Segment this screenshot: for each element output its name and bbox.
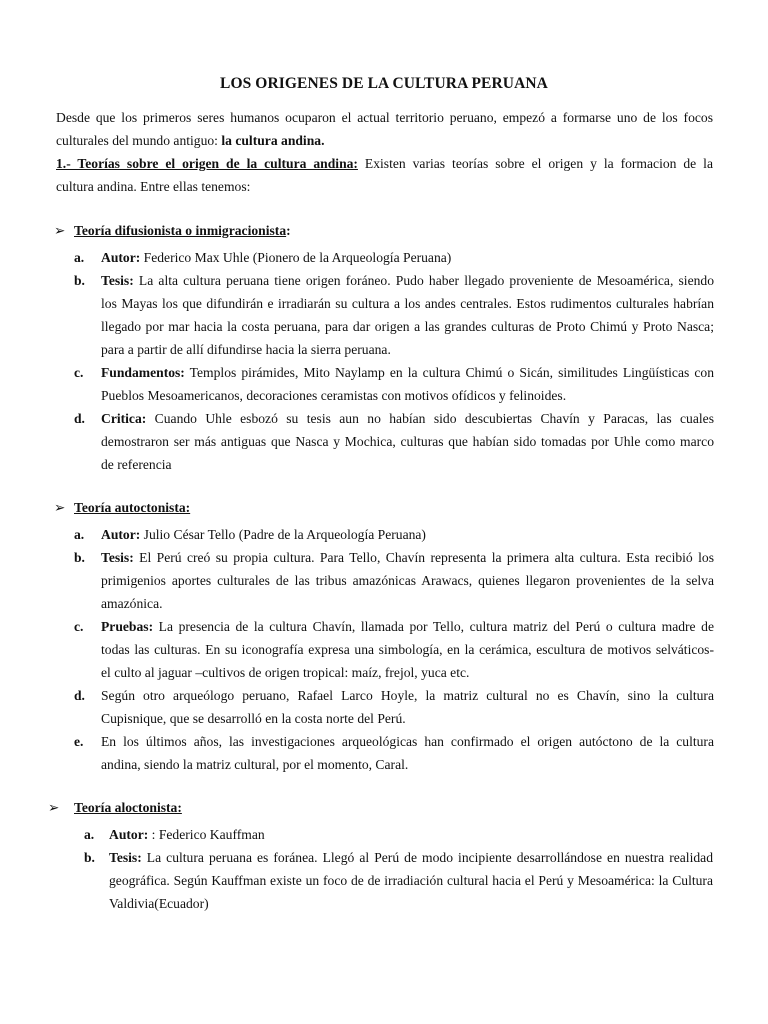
list-item-text — [101, 730, 714, 776]
arrow-bullet-icon: ➢ — [54, 223, 66, 238]
list-item-line: Tesis: La cultura peruana es foránea. Llegó al Perú de modo incipiente desarrollándose en nuestra realidad — [109, 850, 713, 865]
list-item-text — [109, 846, 713, 915]
list-item-line: Autor: : Federico Kauffman — [109, 827, 265, 842]
arrow-bullet-icon: ➢ — [48, 800, 60, 815]
list-item-line: demostraron ser más antiguas que Nasca y Mochica, culturas que habían sido tomadas por Uhle como marco — [101, 434, 714, 449]
intro-paragraph — [56, 106, 713, 152]
list-item-marker: c. — [74, 619, 84, 634]
list-item-line: para a partir de allí difundirse hacia la sierra peruana. — [101, 342, 391, 357]
list-item-marker: a. — [74, 527, 85, 542]
list-item-line: Autor: Julio César Tello (Padre de la Arqueología Peruana) — [101, 527, 426, 542]
list-item-key: Tesis: — [101, 550, 134, 565]
intro-line-2: culturales del mundo antiguo: la cultura andina. — [56, 133, 325, 148]
list-item-key: Autor: — [109, 827, 149, 842]
list-item-marker: a. — [84, 827, 95, 842]
list-item-line: llegado por mar hacia la costa peruana, para dar origen a las grandes culturas de Proto Chimú y Proto Nasca; — [101, 319, 714, 334]
list-item-key: Critica: — [101, 411, 147, 426]
list-item-line: Pruebas: La presencia de la cultura Chavín, llamada por Tello, cultura matriz del Perú o cultura madre de — [101, 619, 714, 634]
intro-bold-term: la cultura andina. — [221, 133, 325, 148]
list-item-line: Tesis: El Perú creó su propia cultura. Para Tello, Chavín representa la primera alta cultura. Esta recibió los — [101, 550, 714, 565]
heading-1-paragraph — [56, 152, 713, 198]
list-item-text — [101, 684, 714, 730]
list-item-marker: d. — [74, 411, 85, 426]
intro-line-1: Desde que los primeros seres humanos ocuparon el actual territorio peruano, empezó a formarse uno de los focos — [56, 110, 713, 125]
list-item-key: Pruebas: — [101, 619, 154, 634]
list-item-marker: e. — [74, 734, 84, 749]
list-item-text — [101, 269, 714, 361]
list-item-text — [101, 615, 714, 684]
list-item-marker: a. — [74, 250, 85, 265]
list-item-line: Cupisnique, que se desarrolló en la costa norte del Perú. — [101, 711, 406, 726]
list-item-line: primigenios aportes culturales de las tribus amazónicas Arawacs, quienes llegaron provenientes de la selva — [101, 573, 714, 588]
list-item-text — [101, 523, 714, 546]
list-item-text — [101, 246, 714, 269]
heading-1-label: 1.- Teorías sobre el origen de la cultura andina: — [56, 156, 358, 171]
section-difusionista-heading: ➢ Teoría difusionista o inmigracionista: — [54, 223, 291, 238]
arrow-bullet-icon: ➢ — [54, 500, 66, 515]
list-item-line: Autor: Federico Max Uhle (Pionero de la Arqueología Peruana) — [101, 250, 452, 265]
heading-1-line-2: cultura andina. Entre ellas tenemos: — [56, 179, 251, 194]
list-item-line: Tesis: La alta cultura peruana tiene origen foráneo. Pudo haber llegado proveniente de Mesoamérica, siendo — [101, 273, 714, 288]
section-autoctonista-heading: ➢ Teoría autoctonista: — [54, 500, 191, 515]
list-item-marker: d. — [74, 688, 85, 703]
list-item-marker: c. — [74, 365, 84, 380]
list-item-line: todas las culturas. En su iconografía expresa una simbología, en la cerámica, escultura de motivos selváticos- — [101, 642, 714, 657]
document-title: LOS ORIGENES DE LA CULTURA PERUANA — [220, 75, 548, 92]
list-item-marker: b. — [84, 850, 95, 865]
list-item-key: Autor: — [101, 527, 141, 542]
list-item-key: Fundamentos: — [101, 365, 185, 380]
list-item-marker: b. — [74, 273, 85, 288]
list-item-key: Tesis: — [101, 273, 134, 288]
list-item-line: andina, siendo la matriz cultural, por el momento, Caral. — [101, 757, 409, 772]
list-item-line: Según otro arqueólogo peruano, Rafael Larco Hoyle, la matriz cultural no es Chavín, sino la cultura — [101, 688, 714, 703]
list-item-marker: b. — [74, 550, 85, 565]
list-item-line: geográfica. Según Kauffman existe un foco de de irradiación cultural hacia el Perú y Mesoamérica: la Cultura — [109, 873, 713, 888]
list-item-line: los Mayas los que difundirán e irradiarán su cultura a los andes centrales. Estos rudimentos culturales habrían — [101, 296, 714, 311]
list-item-text — [101, 546, 714, 615]
list-item-line: el culto al jaguar –cultivos de origen tropical: maíz, frejol, yuca etc. — [101, 665, 470, 680]
list-item-text — [101, 407, 714, 476]
section-aloctonista-heading: ➢ Teoría aloctonista: — [48, 800, 182, 815]
list-item-line: de referencia — [101, 457, 172, 472]
list-item-text — [109, 823, 713, 846]
list-item-key: Tesis: — [109, 850, 142, 865]
list-item-key: Autor: — [101, 250, 141, 265]
list-item-line: Critica: Cuando Uhle esbozó su tesis aun no habían sido descubiertas Chavín y Paracas, las cuales — [101, 411, 714, 426]
list-item-line: Fundamentos: Templos pirámides, Mito Naylamp en la cultura Chimú o Sicán, similitudes Lingüísticas con — [101, 365, 714, 380]
list-item-line: En los últimos años, las investigaciones arqueológicas han confirmado el origen autóctono de la cultura — [101, 734, 714, 749]
list-item-line: amazónica. — [101, 596, 163, 611]
heading-1-line-1: 1.- Teorías sobre el origen de la cultura andina: Existen varias teorías sobre el origen y la formacion de la — [56, 156, 713, 171]
list-item-line: Pueblos Mesoamericanos, decoraciones ceramistas con motivos ofídicos y felinoides. — [101, 388, 567, 403]
list-item-line: Valdivia(Ecuador) — [109, 896, 209, 911]
list-item-text — [101, 361, 714, 407]
